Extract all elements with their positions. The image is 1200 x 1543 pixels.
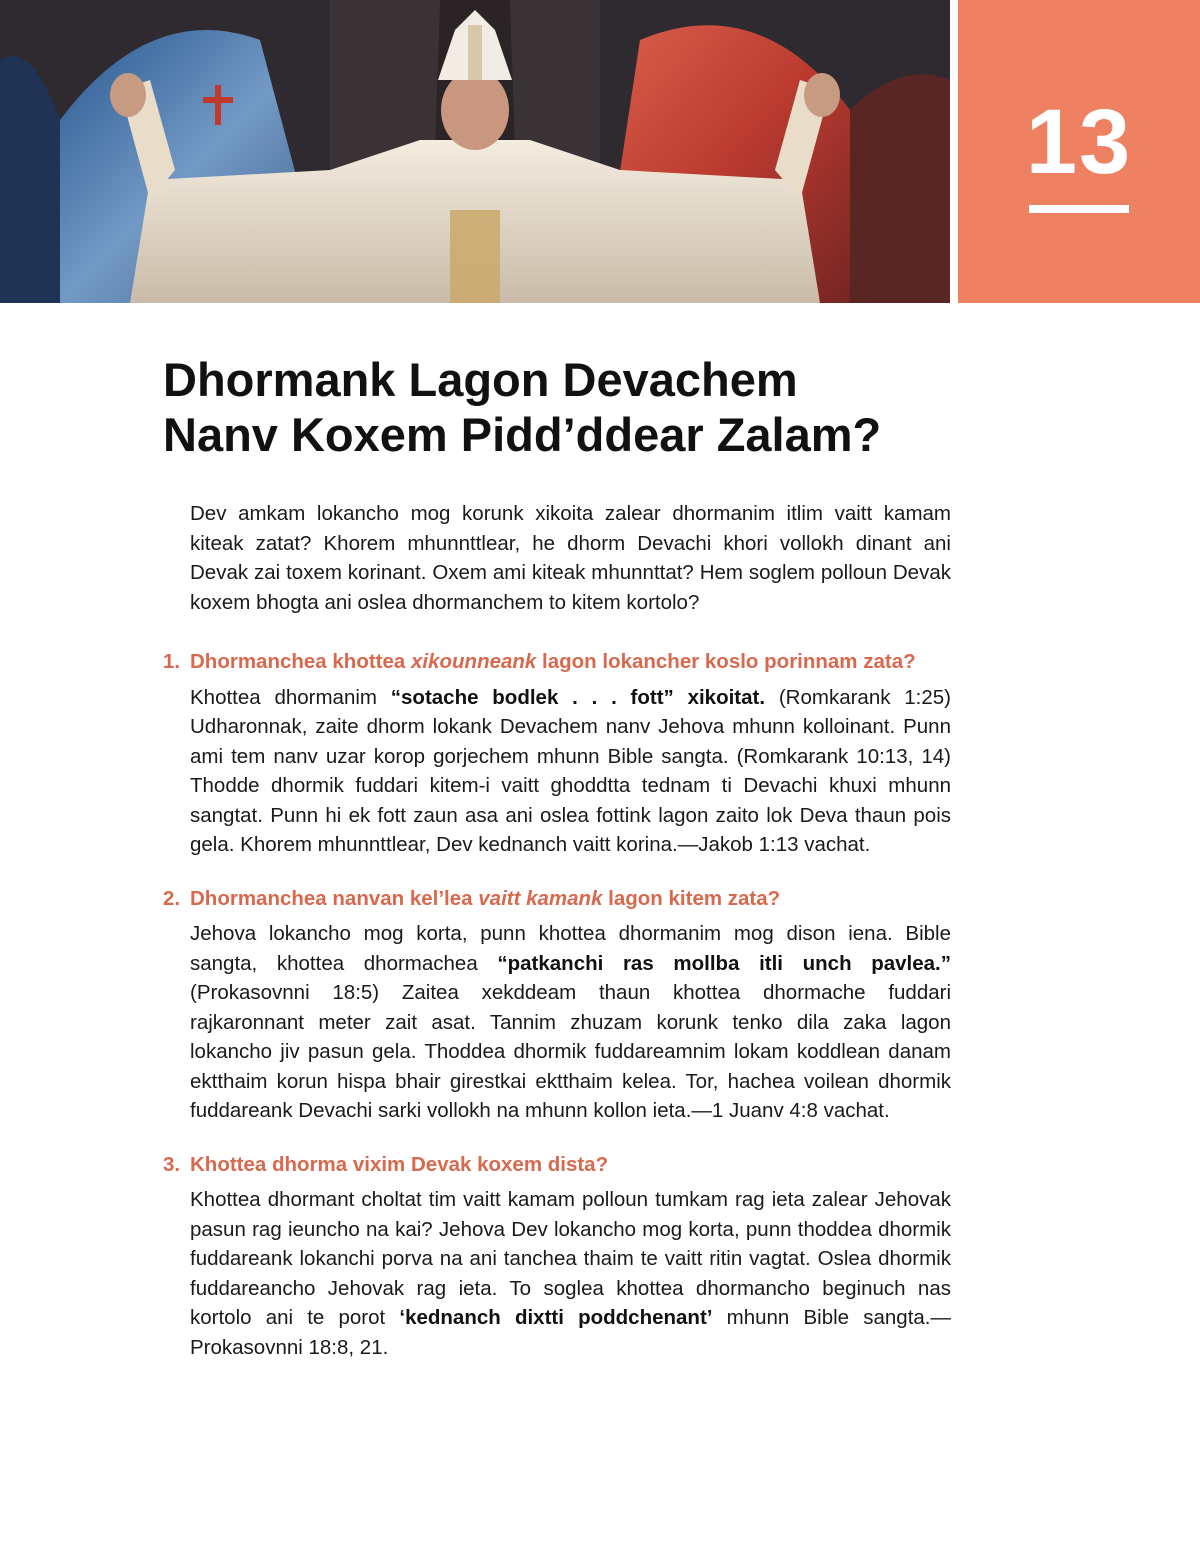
answer-text: (Romkarank 1:25) Udharonnak, zaite dhorm lokank Devachem nanv Jehova mhunn kolloinant. Punn ami tem nanv uzar korop gorjechem mhunn Bible sangta. (Romkarank 10:13, 14) Thodde dhormik fuddari kitem-i vaitt ghoddtta tednam ti Devachi khuxi mhunn sangtat. Punn hi ek fott zaun asa ani oslea fottink lagon zaito lok Deva thaun pois gela. Khorem mhunnttlear, Dev kednanch vaitt korina.—Jakob 1:13 vachat. [190, 685, 951, 856]
question-text [190, 1150, 951, 1180]
lesson-number: 13 [1025, 91, 1133, 193]
answer-quote: ‘kednanch dixtti poddchenant’ [399, 1306, 713, 1329]
question-text-emphasis: vaitt kamank [478, 886, 603, 910]
question-text [190, 647, 951, 677]
question-text-part: lagon kitem zata? [602, 886, 781, 910]
question-text-part: Dhormanchea nanvan kel’lea [190, 886, 479, 910]
question-text [190, 884, 951, 914]
question-number: 2. [163, 886, 181, 910]
answer-paragraph [190, 683, 951, 860]
question-number: 3. [163, 1152, 181, 1176]
answer-paragraph [190, 919, 951, 1126]
question-text-part: Khottea dhorma vixim Devak koxem dista? [190, 1152, 609, 1176]
title-line-2: Nanv Koxem Pidd’ddear Zalam? [163, 408, 882, 461]
question-text-part: lagon lokancher koslo porinnam zata? [536, 650, 916, 673]
answer-paragraph [190, 1185, 951, 1362]
question-block-2 [163, 884, 951, 1126]
question-number: 1. [163, 650, 181, 673]
question-heading [163, 1150, 951, 1180]
hero-image-priest-stained-glass [0, 0, 950, 303]
question-text-emphasis: xikounneank [411, 650, 537, 673]
question-block-1 [163, 647, 951, 860]
question-heading [163, 647, 951, 677]
title-line-1: Dhormank Lagon Devachem [163, 353, 798, 406]
answer-quote: “sotache bodlek . . . fott” xikoitat. [390, 685, 766, 709]
cross-icon [215, 85, 221, 125]
question-block-3 [163, 1150, 951, 1363]
answer-text: Khottea dhormant choltat tim vaitt kamam polloun tumkam rag ieta zalear Jehovak pasun rag ieuncho na kai? Jehova Dev lokancho mog korta, punn thoddea dhormik fuddareank lokanchi porva na ani tanchea thaim te vaitt ritin vagtat. Oslea dhormik fuddareancho Jehovak rag ieta. To soglea khottea dhormancho beginuch nas kortolo ani te porot [190, 1188, 951, 1329]
lesson-number-box [958, 0, 1200, 303]
intro-paragraph: Dev amkam lokancho mog korunk xikoita zalear dhormanim itlim vaitt kamam kiteak zatat? Khorem mhunnttlear, he dhorm Devachi khori vollokh dinant ani Devak zai toxem korinant. Oxem ami kiteak mhunnttat? Hem soglem polloun Devak koxem bhogta ani oslea dhormanchem to kitem kortolo? [190, 502, 951, 614]
question-heading [163, 884, 951, 914]
question-text-part: Dhormanchea khottea [190, 650, 411, 673]
priest-illustration [0, 0, 950, 303]
answer-quote: “patkanchi ras mollba itli unch pavlea.” [497, 951, 951, 975]
page-title [163, 352, 963, 462]
lesson-body [163, 499, 951, 1386]
answer-text: Khottea dhormanim [190, 685, 391, 709]
answer-text: (Prokasovnni 18:5) Zaitea xekddeam thaun khottea dhormache fuddari rajkaronnant meter zait asat. Tannim zhuzam korunk tenko dila zaka lagon lokancho jiv pasun gela. Thoddea dhormik fuddareamnim lokam koddlean danam ektthaim korun hispa bhair girestkai ektthaim kelea. Tor, hachea voilean dhormik fuddareank Devachi sarki vollokh na mhunn kollon ieta.—1 Juanv 4:8 vachat. [190, 981, 951, 1122]
answer-text: mhunn Bible sangta.—Prokasovnni 18:8, 21. [190, 1306, 951, 1359]
lesson-number-underline [1029, 205, 1129, 213]
answer-text: Jehova lokancho mog korta, punn khottea dhormanim mog dison iena. Bible sangta, khottea dhormachea [190, 922, 951, 975]
